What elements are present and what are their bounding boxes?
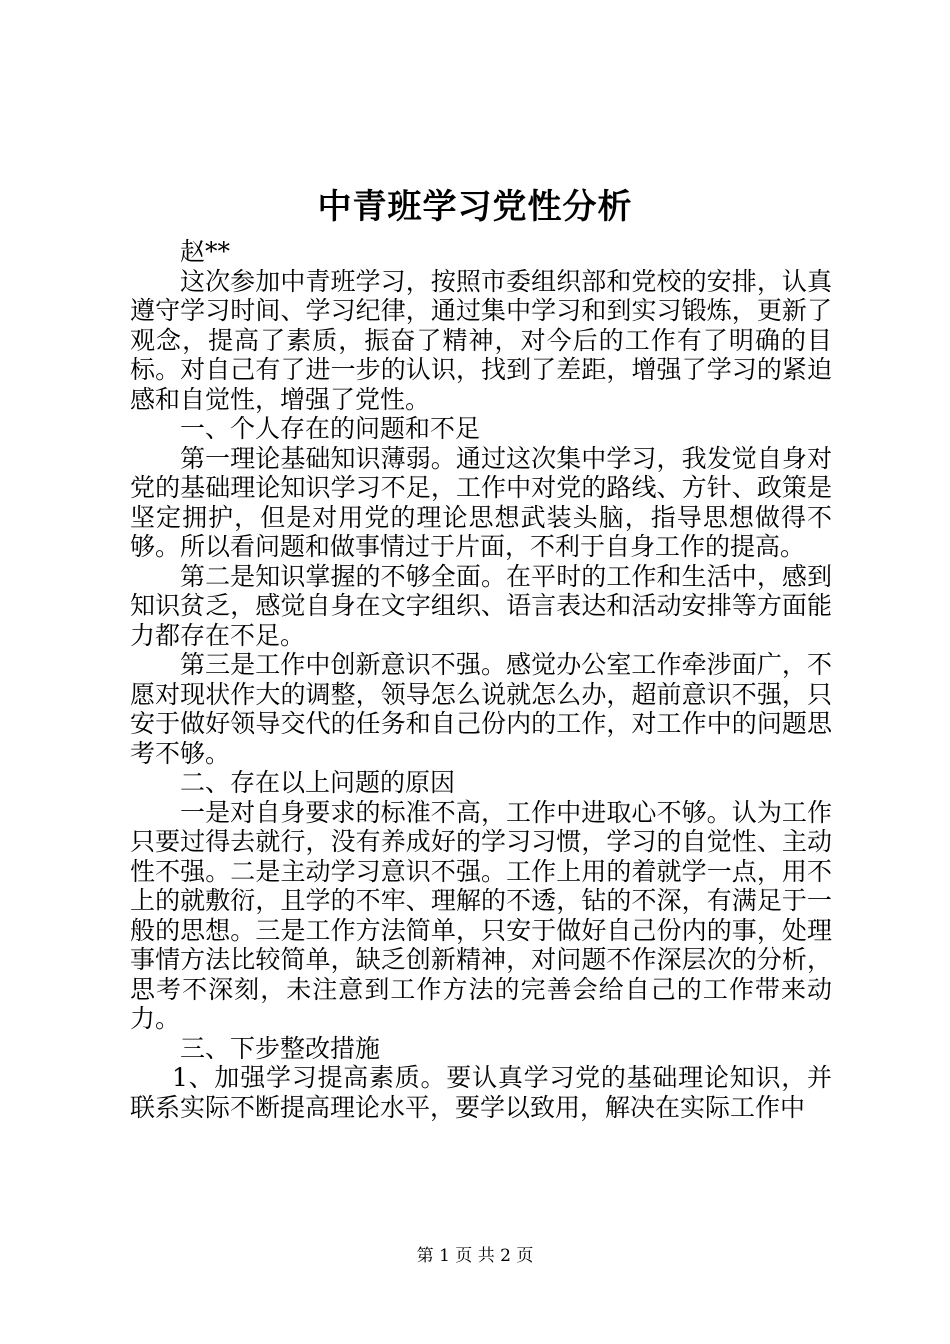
paragraph-problem-3: 第三是工作中创新意识不强。感觉办公室工作牵涉面广，不愿对现状作大的调整，领导怎么说就怎么办，超前意识不强，只安于做好领导交代的任务和自己份内的工作，对工作中的问题思考不够。 <box>130 650 832 768</box>
section-heading-2: 二、存在以上问题的原因 <box>180 768 456 797</box>
page-footer: 第 1 页 共 2 页 <box>416 1246 534 1266</box>
paragraph-problem-1: 第一理论基础知识薄弱。通过这次集中学习，我发觉自身对党的基础理论知识学习不足，工作中对党的路线、方针、政策是坚定拥护，但是对用党的理论思想武装头脑，指导思想做得不够。所以看问题和做事情过于片面，不利于自身工作的提高。 <box>130 443 832 561</box>
section-heading-3: 三、下步整改措施 <box>180 1033 381 1063</box>
section-heading-1: 一、个人存在的问题和不足 <box>180 414 481 443</box>
document-title: 中青班学习党性分析 <box>317 187 633 227</box>
paragraph-measure-1: 1、加强学习提高素质。要认真学习党的基础理论知识，并联系实际不断提高理论水平，要学以致用，解决在实际工作中 <box>130 1063 832 1122</box>
paragraph-intro: 这次参加中青班学习，按照市委组织部和党校的安排，认真遵守学习时间、学习纪律，通过集中学习和到实习锻炼，更新了观念，提高了素质，振奋了精神，对今后的工作有了明确的目标。对自己有了进一步的认识，找到了差距，增强了学习的紧迫感和自觉性，增强了党性。 <box>130 266 832 414</box>
paragraph-causes: 一是对自身要求的标准不高，工作中进取心不够。认为工作只要过得去就行，没有养成好的学习习惯，学习的自觉性、主动性不强。二是主动学习意识不强。工作上用的着就学一点，用不上的就敷衍，且学的不牢、理解的不透，钻的不深，有满足于一般的思想。三是工作方法简单，只安于做好自己份内的事，处理事情方法比较简单，缺乏创新精神，对问题不作深层次的分析，思考不深刻，未注意到工作方法的完善会给自己的工作带来动力。 <box>130 797 832 1033</box>
author-line: 赵** <box>180 237 231 266</box>
paragraph-problem-2: 第二是知识掌握的不够全面。在平时的工作和生活中，感到知识贫乏，感觉自身在文字组织、语言表达和活动安排等方面能力都存在不足。 <box>130 561 832 650</box>
document-body <box>130 237 832 1122</box>
